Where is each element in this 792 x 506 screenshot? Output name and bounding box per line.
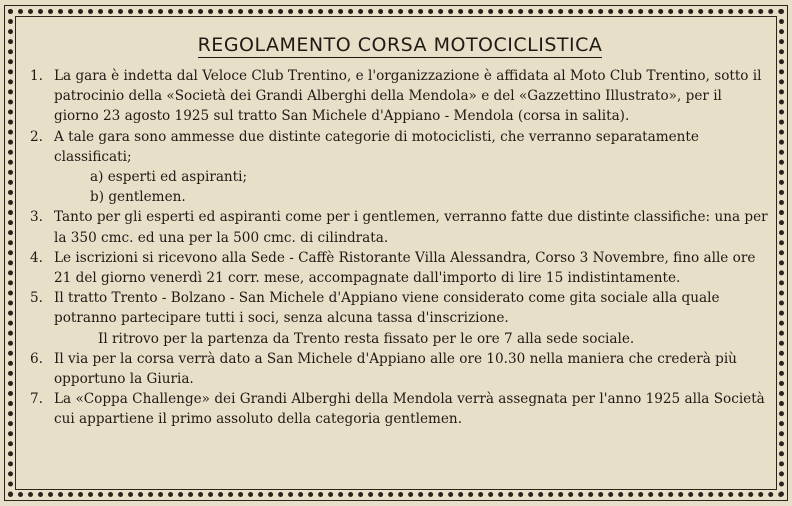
rule-text: Il via per la corsa verrà dato a San Michele d'Appiano alle ore 10.30 nella maniera che crederà più opportuno la Giuria. xyxy=(54,350,737,388)
rule-text: Tanto per gli esperti ed aspiranti come per i gentlemen, verranno fatte due distinte classifiche: una per la 350 cmc. ed una per la 500 cmc. di cilindrata. xyxy=(54,209,768,246)
rules-list xyxy=(30,66,770,430)
rule-text: Il tratto Trento - Bolzano - San Michele d'Appiano viene considerato come gita sociale alla quale potranno partecipare tutti i soci, senza alcuna tassa d'inscrizione. xyxy=(54,290,720,327)
rule-item-1 xyxy=(30,66,770,127)
rule-text: La «Coppa Challenge» dei Grandi Alberghi della Mendola verrà assegnata per l'anno 1925 alla Società cui appartiene il primo assoluto della categoria gentlemen. xyxy=(54,391,765,428)
rule-subitem-b: b) gentlemen. xyxy=(90,189,186,206)
rule-number: 1. xyxy=(30,68,43,84)
rule-number: 7. xyxy=(30,391,43,408)
document-title xyxy=(30,34,770,56)
rule-number: 2. xyxy=(30,128,43,145)
rule-item-5 xyxy=(30,288,770,349)
rule-number: 5. xyxy=(30,290,43,307)
rule-item-3 xyxy=(30,207,770,247)
rule-text: A tale gara sono ammesse due distinte categorie di motociclisti, che verranno separatamente classificati; xyxy=(54,128,699,165)
rule-subitem-a: a) esperti ed aspiranti; xyxy=(90,169,248,186)
rule-text: Le iscrizioni si ricevono alla Sede - Caffè Ristorante Villa Alessandra, Corso 3 Novembre, fino alle ore 21 del giorno venerdì 21 corr. mese, accompagnate dall'importo di lire 15 indistintamente. xyxy=(54,249,756,287)
rule-number: 6. xyxy=(30,350,43,367)
title-text: REGOLAMENTO CORSA MOTOCICLISTICA xyxy=(197,34,603,56)
rule-text: La gara è indetta dal Veloce Club Trentino, e l'organizzazione è affidata al Moto Club Trentino, sotto il patrocinio della «Società dei Grandi Alberghi della Mendola» e del «Gazzettino Illustrato», per il giorno 23 agosto 1925 sul tratto San Michele d'Appiano - Mendola (corsa in salita). xyxy=(54,68,762,125)
rule-item-6 xyxy=(30,349,770,389)
rule-number: 4. xyxy=(30,249,43,266)
rule-continuation: Il ritrovo per la partenza da Trento resta fissato per le ore 7 alla sede sociale. xyxy=(98,330,635,347)
rule-item-2 xyxy=(30,127,770,208)
document-content xyxy=(30,28,770,430)
rule-item-7 xyxy=(30,389,770,429)
rule-number: 3. xyxy=(30,209,43,226)
rule-item-4 xyxy=(30,248,770,288)
